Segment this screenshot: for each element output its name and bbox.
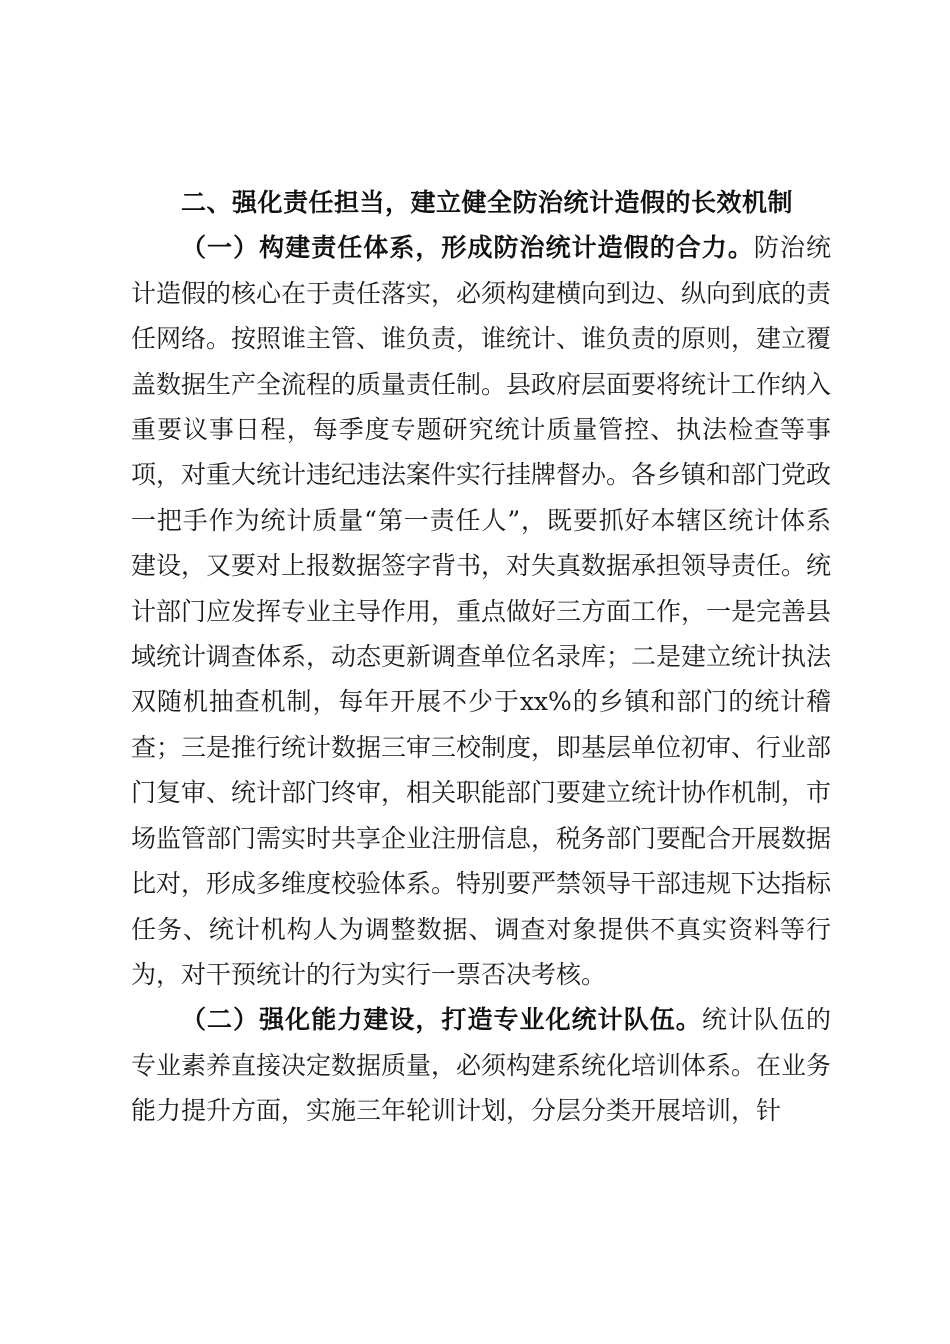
section-heading: 二、强化责任担当，建立健全防治统计造假的长效机制 — [181, 188, 794, 217]
paragraph-responsibility-system — [131, 225, 831, 997]
paragraph-lead-heading: （一）构建责任体系，形成防治统计造假的合力。 — [181, 233, 754, 263]
document-body — [131, 180, 831, 1134]
paragraph-body-text: 防治统计造假的核心在于责任落实，必须构建横向到边、纵向到底的责任网络。按照谁主管、谁负责，谁统计、谁负责的原则，建立覆盖数据生产全流程的质量责任制。县政府层面要将统计工作纳入重要议事日程，每季度专题研究统计质量管控、执法检查等事项，对重大统计违纪违法案件实行挂牌督办。各乡镇和部门党政一把手作为统计质量“第一责任人”，既要抓好本辖区统计体系建设，又要对上报数据签字背书，对失真数据承担领导责任。统计部门应发挥专业主导作用，重点做好三方面工作，一是完善县域统计调查体系，动态更新调查单位名录库；二是建立统计执法双随机抽查机制，每年开展不少于xx%的乡镇和部门的统计稽查；三是推行统计数据三审三校制度，即基层单位初审、行业部门复审、统计部门终审，相关职能部门要建立统计协作机制，市场监管部门需实时共享企业注册信息，税务部门要配合开展数据比对，形成多维度校验体系。特别要严禁领导干部违规下达指标任务、统计机构人为调整数据、调查对象提供不真实资料等行为，对干预统计的行为实行一票否决考核。 — [131, 233, 832, 989]
paragraph-capacity-building — [131, 997, 831, 1133]
paragraph-body-text: 统计队伍的专业素养直接决定数据质量，必须构建系统化培训体系。在业务能力提升方面，实施三年轮训计划，分层分类开展培训，针 — [131, 1005, 832, 1126]
paragraph-lead-heading: （二）强化能力建设，打造专业化统计队伍。 — [181, 1005, 702, 1035]
